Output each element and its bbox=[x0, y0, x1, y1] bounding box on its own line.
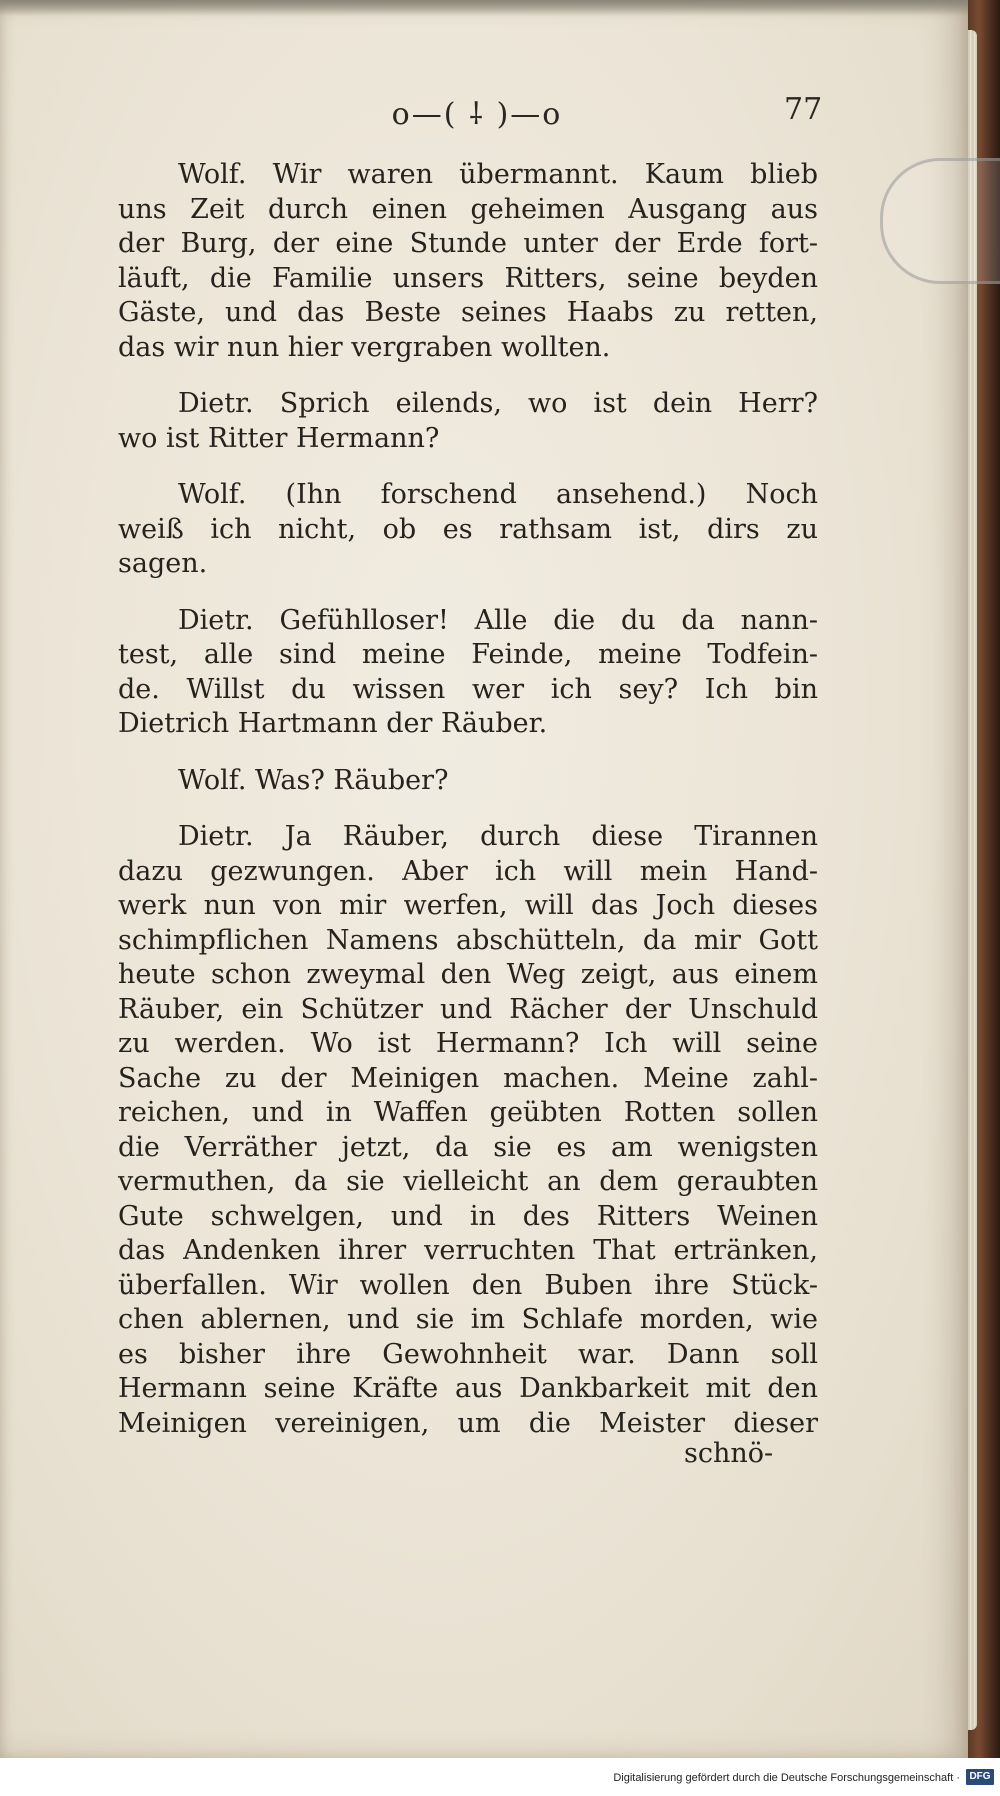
text-line: Hermann seine Kräfte aus Dankbarkeit mit den bbox=[118, 1373, 818, 1404]
text-line: es bisher ihre Gewohnheit war. Dann soll bbox=[118, 1338, 818, 1370]
text-line: heute schon zweymal den Weg zeigt, aus einem bbox=[118, 959, 818, 990]
text-line: chen ablernen, und sie im Schlafe morden, wie bbox=[118, 1304, 818, 1335]
text-line: das wir nun hier vergraben wollten. bbox=[118, 331, 611, 363]
text-line: weiß ich nicht, ob es rathsam ist, dirs zu bbox=[118, 513, 818, 545]
page-number: 77 bbox=[784, 92, 823, 127]
page-clip bbox=[880, 158, 1000, 284]
text-line: läuft, die Familie unsers Ritters, seine beyden bbox=[118, 262, 818, 294]
text-line: Wolf. (Ihn forschend ansehend.) Noch bbox=[178, 479, 818, 510]
text-line: Sache zu der Meinigen machen. Meine zahl- bbox=[118, 1062, 818, 1094]
text-line: schimpflichen Namens abschütteln, da mir Gott bbox=[118, 924, 818, 956]
text-line: dazu gezwungen. Aber ich will mein Hand- bbox=[118, 855, 818, 887]
catchword: schnö- bbox=[684, 1438, 774, 1469]
text-line: Meinigen vereinigen, um die Meister dieser bbox=[118, 1407, 818, 1439]
text-line: test, alle sind meine Feinde, meine Todfein- bbox=[118, 639, 818, 670]
paragraph-5 bbox=[118, 764, 818, 799]
text-line: de. Willst du wissen wer ich sey? Ich bin bbox=[118, 673, 818, 705]
text-line: Wolf. Wir waren übermannt. Kaum blieb bbox=[178, 159, 818, 190]
text-line: überfallen. Wir wollen den Buben ihre Stück- bbox=[118, 1269, 818, 1301]
text-line: Räuber, ein Schützer und Rächer der Unschuld bbox=[118, 993, 818, 1025]
text-line: sagen. bbox=[118, 548, 208, 579]
text-line: das Andenken ihrer verruchten That ertränken, bbox=[118, 1235, 818, 1266]
text-line: der Burg, der eine Stunde unter der Erde fort- bbox=[118, 228, 818, 259]
text-line: reichen, und in Waffen geübten Rotten sollen bbox=[118, 1097, 818, 1128]
paragraph-3 bbox=[118, 478, 818, 582]
footer-credit: Digitalisierung gefördert durch die Deutsche Forschungsgemeinschaft · bbox=[613, 1772, 960, 1784]
text-line: die Verräther jetzt, da sie es am wenigsten bbox=[118, 1131, 818, 1163]
text-line: uns Zeit durch einen geheimen Ausgang aus bbox=[118, 193, 818, 225]
text-line: vermuthen, da sie vielleicht an dem geraubten bbox=[118, 1166, 818, 1197]
header-ornament: o—( ⸸ )—o bbox=[391, 97, 563, 132]
text-line: Dietr. Ja Räuber, durch diese Tirannen bbox=[178, 821, 818, 852]
text-line: Wolf. Was? Räuber? bbox=[178, 764, 449, 796]
dfg-logo: DFG bbox=[966, 1769, 994, 1785]
text-line: Gute schwelgen, und in des Ritters Weinen bbox=[118, 1200, 818, 1232]
text-line: Dietrich Hartmann der Räuber. bbox=[118, 708, 548, 739]
body-text bbox=[118, 158, 818, 1463]
text-line: Dietr. Gefühlloser! Alle die du da nann- bbox=[178, 604, 818, 636]
text-line: werk nun von mir werfen, will das Joch dieses bbox=[118, 890, 818, 921]
page-top-shadow bbox=[0, 0, 968, 16]
paragraph-2 bbox=[118, 387, 818, 456]
page-header bbox=[0, 92, 968, 132]
text-line: wo ist Ritter Hermann? bbox=[118, 422, 440, 454]
paragraph-1 bbox=[118, 158, 818, 365]
text-line: Gäste, und das Beste seines Haabs zu retten, bbox=[118, 297, 818, 328]
text-line: zu werden. Wo ist Hermann? Ich will seine bbox=[118, 1028, 818, 1059]
text-line: Dietr. Sprich eilends, wo ist dein Herr? bbox=[178, 388, 818, 419]
paragraph-6 bbox=[118, 820, 818, 1441]
paragraph-4 bbox=[118, 604, 818, 742]
